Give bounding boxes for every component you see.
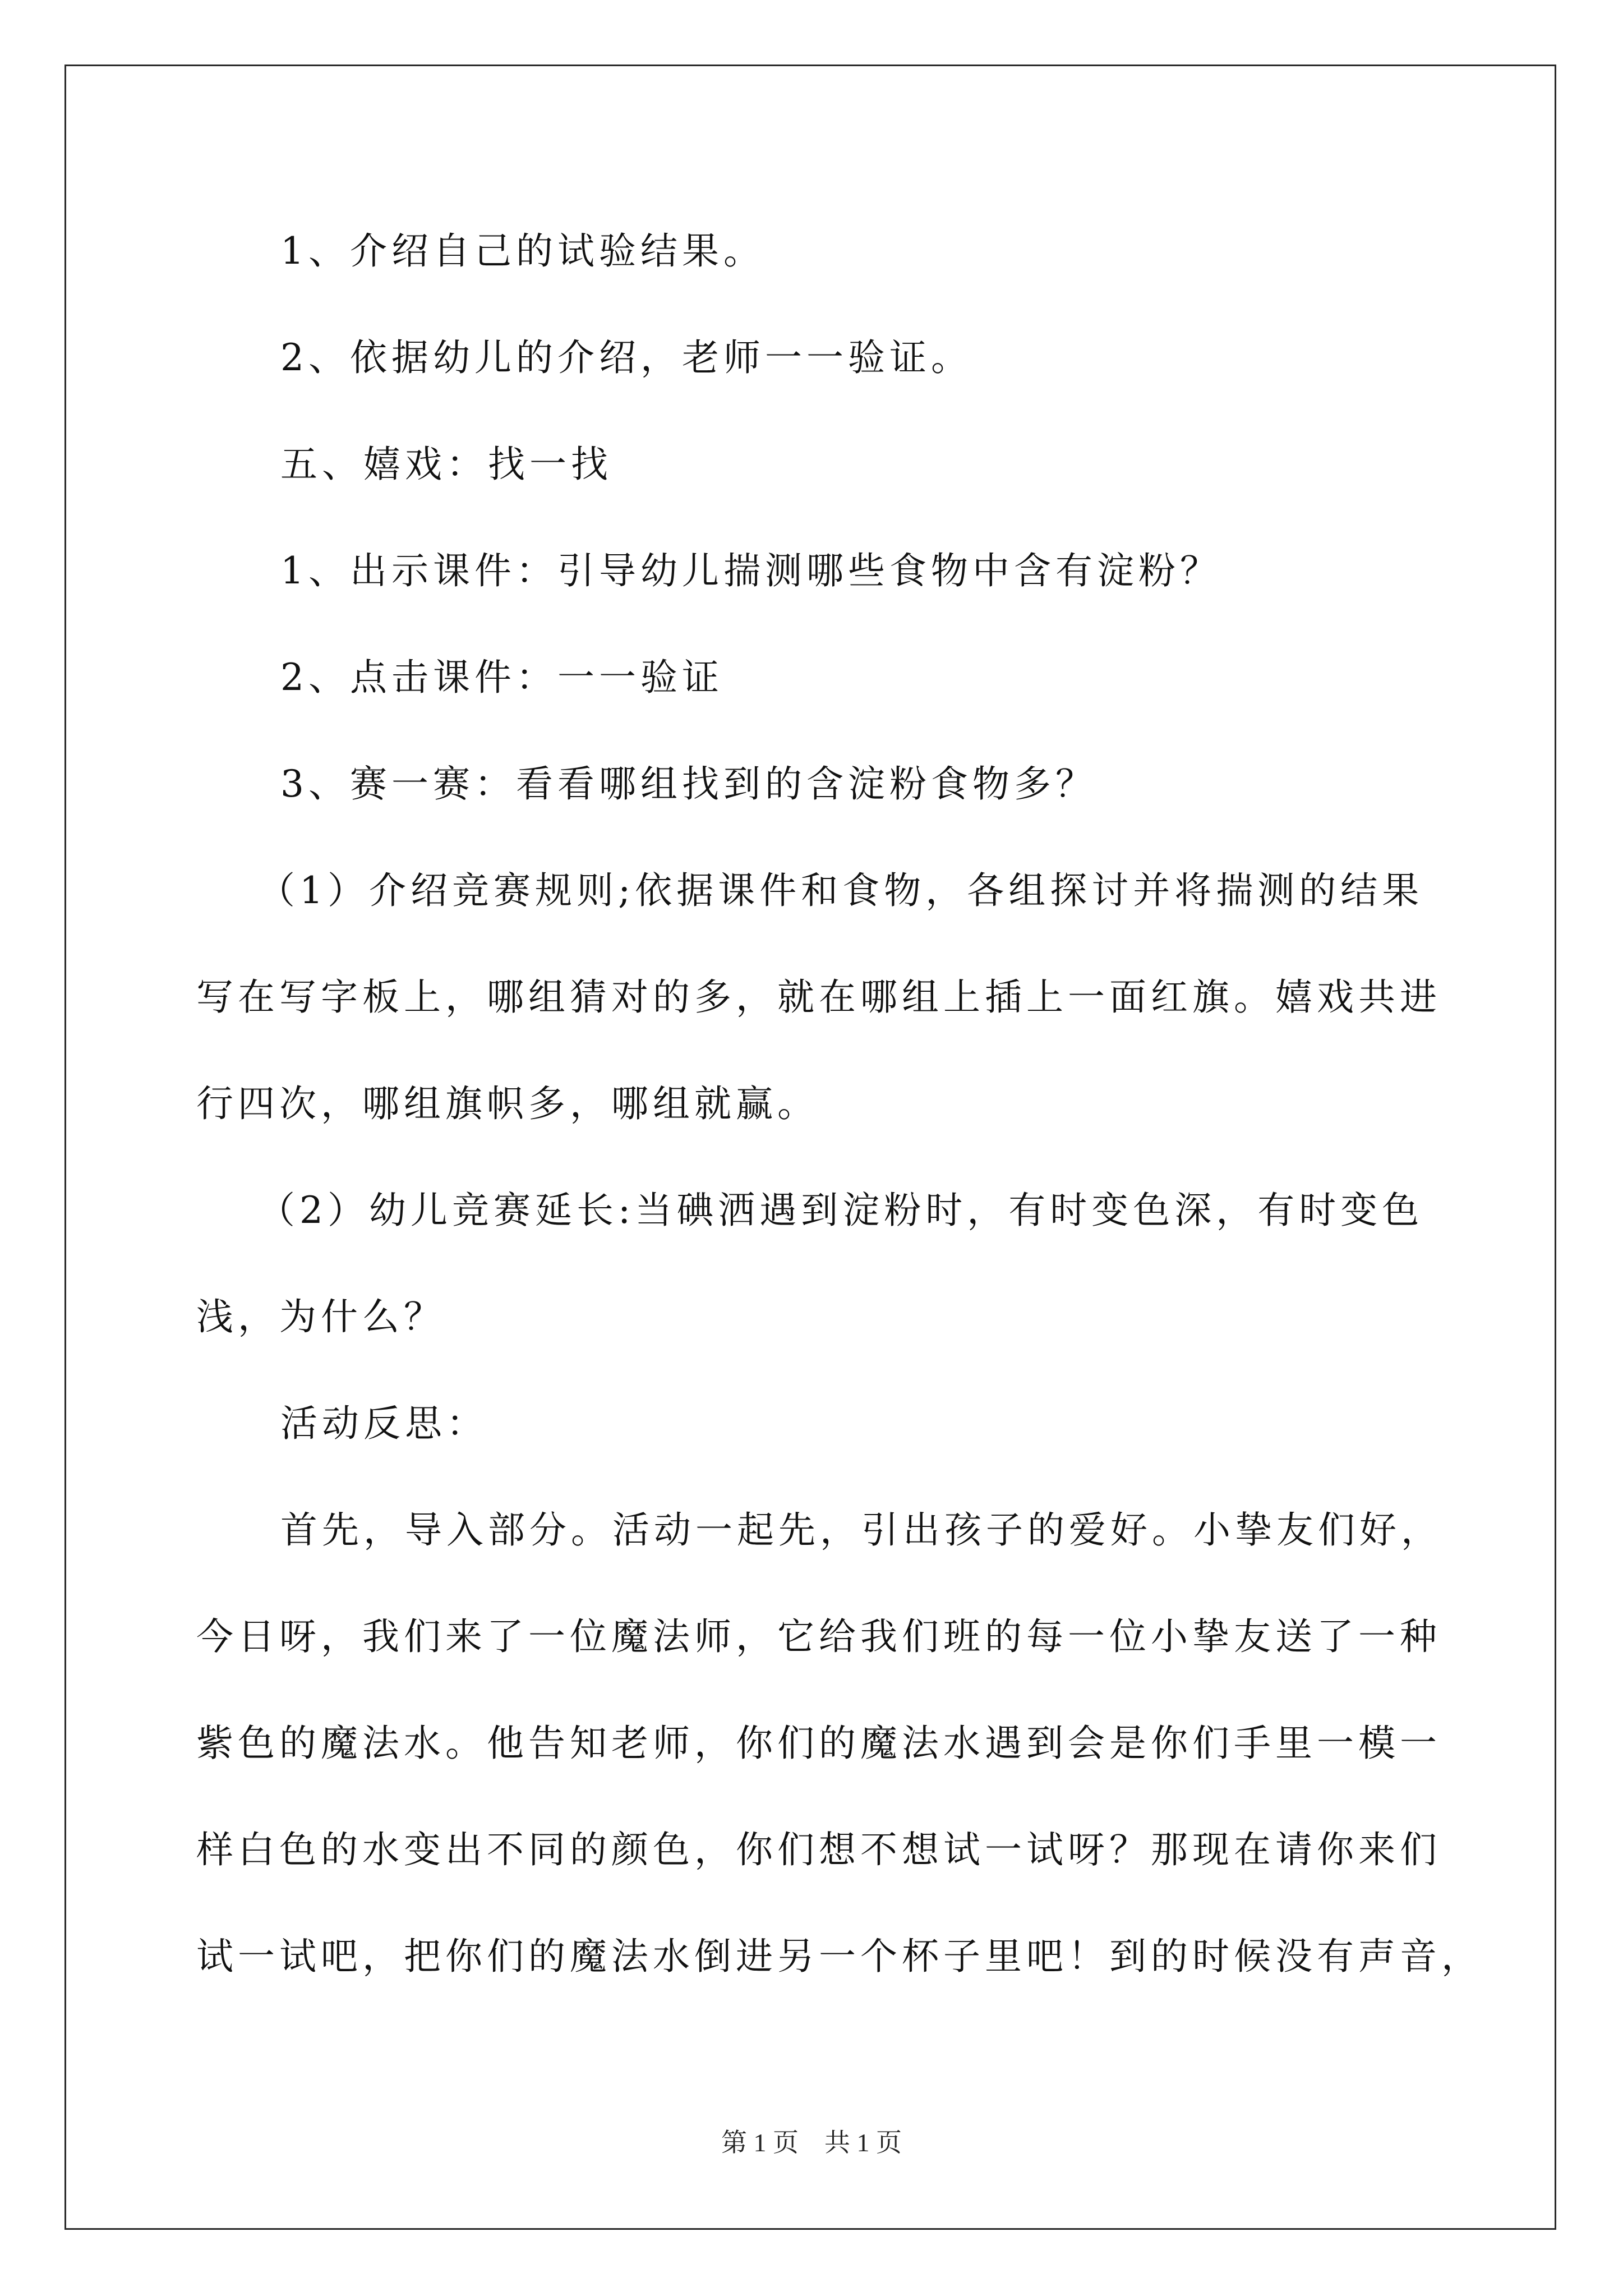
paragraph-line-2: 2、依据幼儿的介绍，老师一一验证。 [280,336,972,379]
paragraph-line-8: 写在写字板上，哪组猜对的多，就在哪组上插上一面红旗。嬉戏共进 [196,976,1441,1019]
paragraph-line-5: 2、点击课件：一一验证 [280,656,723,699]
paragraph-line-6: 3、赛一赛：看看哪组找到的含淀粉食物多？ [280,762,1097,806]
paragraph-line-14: 今日呀，我们来了一位魔法师，它给我们班的每一位小挚友送了一种 [196,1615,1441,1658]
paragraph-line-13: 首先，导入部分。活动一起先，引出孩子的爱好。小挚友们好， [280,1508,1442,1552]
paragraph-line-7: （1）介绍竞赛规则;依据课件和食物，各组探讨并将揣测的结果 [258,869,1424,912]
paragraph-line-10: （2）幼儿竞赛延长:当碘洒遇到淀粉时，有时变色深，有时变色 [258,1189,1424,1232]
paragraph-line-15: 紫色的魔法水。他告知老师，你们的魔法水遇到会是你们手里一模一 [196,1722,1441,1765]
page-number-footer: 第 1 页 共 1 页 [721,2128,902,2157]
paragraph-line-1: 1、介绍自己的试验结果。 [280,229,765,273]
paragraph-line-17: 试一试吧，把你们的魔法水倒进另一个杯子里吧！到的时候没有声音， [196,1935,1483,1978]
reflection-heading: 活动反思： [280,1402,488,1445]
paragraph-line-9: 行四次，哪组旗帜多，哪组就赢。 [196,1082,819,1125]
page-border [64,65,1556,2230]
paragraph-line-11: 浅，为什么？ [196,1295,445,1338]
paragraph-line-4: 1、出示课件：引导幼儿揣测哪些食物中含有淀粉？ [280,549,1221,592]
section-heading: 五、嬉戏：找一找 [280,443,612,486]
paragraph-line-16: 样白色的水变出不同的颜色，你们想不想试一试呀？那现在请你来们 [196,1828,1441,1871]
